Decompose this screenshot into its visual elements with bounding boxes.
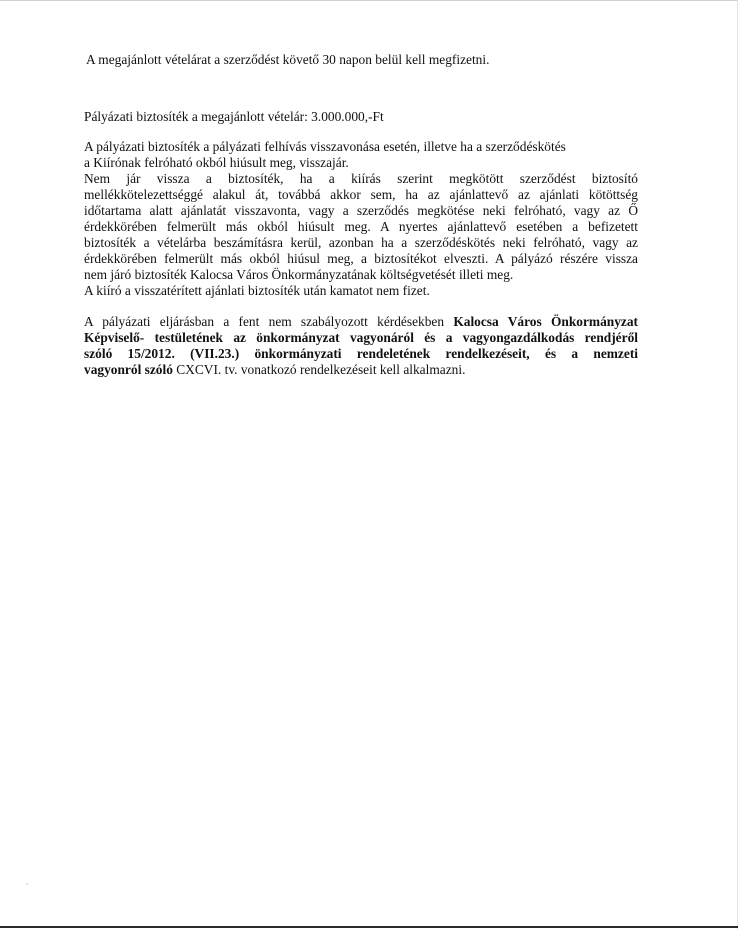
paragraph-deposit-forfeit-line: biztosíték a vételárba beszámításra kerül, azonban ha a szerződéskötés neki felróható, vagy az [84,235,638,250]
regulations-act-ref: CXCVI. tv. vonatkozó rendelkezéseit kell alkalmazni. [176,362,466,377]
paragraph-regulations-line [84,346,638,362]
top-border [0,0,738,1]
regulations-body-bold: Képviselő- testületének az önkormányzat vagyonáról és a vagyongazdálkodás rendjéről [84,330,638,345]
paragraph-deposit-forfeit-line: érdekkörében felmerült más okból hiúsult meg. A nyertes ajánlattevő esetében a befizetett [84,219,638,234]
paragraph-payment-deadline: A megajánlott vételárat a szerződést követő 30 napon belül kell megfizetni. [86,52,490,67]
scan-speck [26,883,28,885]
paragraph-deposit-amount: Pályázati biztosíték a megajánlott vételár: 3.000.000,-Ft [84,109,384,124]
regulations-national-assets: vagyonról szóló [84,362,177,377]
paragraph-deposit-forfeit-line: mellékkötelezettséggé alakul át, továbbá akkor sem, ha az ajánlattevő az ajánlati kötöttség [84,187,638,202]
paragraph-deposit-forfeit-line: Nem jár vissza a biztosíték, ha a kiírás szerint megkötött szerződést biztosító [84,171,638,186]
paragraph-regulations-line [84,314,638,330]
paragraph-deposit-forfeit-line: érdekkörében felmerült más okból hiúsul meg, a biztosítékot elveszti. A pályázó részére vissza [84,251,638,266]
regulations-decree-ref: szóló 15/2012. (VII.23.) önkormányzati rendeletének rendelkezéseit, és a nemzeti [84,346,638,361]
regulations-intro-text: A pályázati eljárásban a fent nem szabályozott kérdésekben [84,314,454,329]
bottom-border [0,926,738,928]
paragraph-regulations-line [84,362,465,378]
paragraph-deposit-return-line: A pályázati biztosíték a pályázati felhívás visszavonása esetén, illetve ha a szerződéskötés [84,139,566,154]
paragraph-deposit-forfeit-line: nem járó biztosíték Kalocsa Város Önkormányzatának költségvetését illeti meg. [84,267,514,282]
paragraph-deposit-return-line: a Kiírónak felróható okból hiúsult meg, visszajár. [84,155,349,170]
paragraph-no-interest: A kiíró a visszatérített ajánlati biztosíték után kamatot nem fizet. [84,283,430,298]
paragraph-regulations-line [84,330,638,346]
regulations-council-name: Kalocsa Város Önkormányzat [453,314,639,329]
paragraph-deposit-forfeit-line: időtartama alatt ajánlatát visszavonta, vagy a szerződés megkötése neki felróható, vagy az Ő [84,203,638,218]
